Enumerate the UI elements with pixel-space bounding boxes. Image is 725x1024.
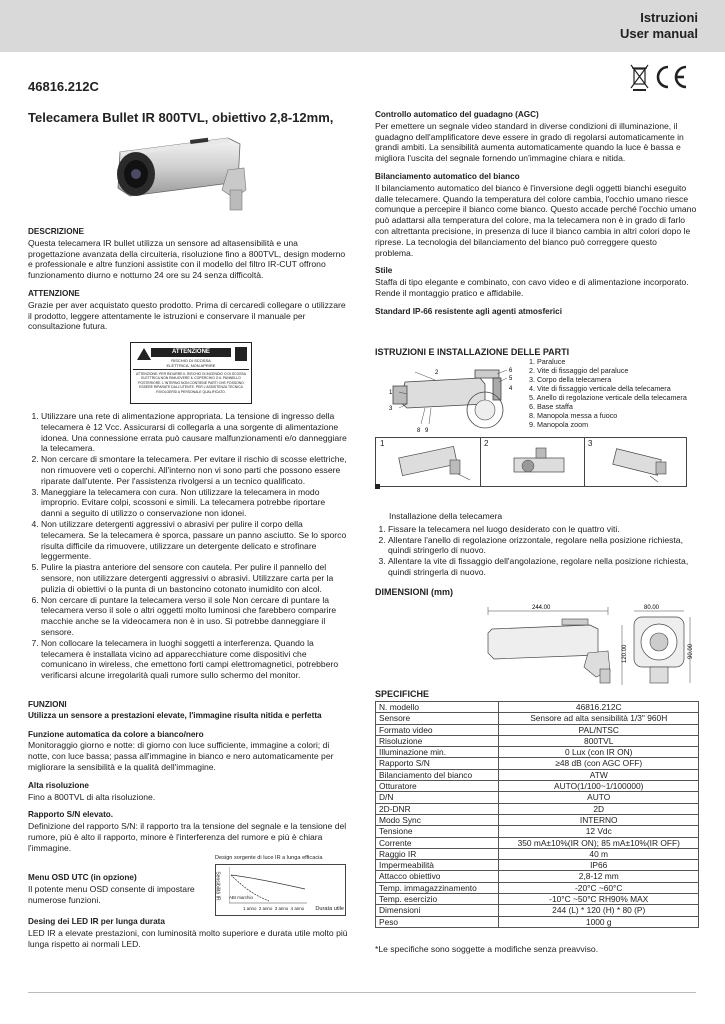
spec-row <box>376 826 699 837</box>
stile-text: Staffa di tipo elegante e combinato, con cavo video e di alimentazione incorporato. Rende il montaggio pratico e affidabile. <box>375 277 689 298</box>
safety-step: 5. Pulire la piastra anteriore del sensore con cautela. Per pulire il pannello del sensore, non utilizzare detergenti aggressivi o abrasivi. Utilizzare carta per la pulizia di obiettivi o la punta di un bastoncino cotonato inumidito con alcol. <box>41 562 348 594</box>
attenzione-heading: ATTENZIONE <box>28 288 80 298</box>
spec-row <box>376 860 699 871</box>
dimensions-drawing <box>480 603 695 688</box>
safety-step: 2. Non cercare di smontare la telecamera. Per evitare il rischio di scosse elettriche, non rimuovere veti o coperchi. All'interno non vi sono parti che possono essere riparate dall'utente. Per l'assistenza rivolgersi a un tecnico qualificato. <box>41 454 348 486</box>
spec-label: Attacco obiettivo <box>376 871 499 882</box>
osd-text: Il potente menu OSD consente di impostare numerose funzioni. <box>28 883 195 905</box>
spec-value: PAL/NTSC <box>499 724 699 735</box>
spec-row <box>376 792 699 803</box>
safety-step: 3. Maneggiare la telecamera con cura. Non utilizzare la telecamera in modo improprio. Evitare colpi, scossoni e simili. La telecamera potrebbe riportare danni a seguito di utilizzo o conservazione non idonei. <box>41 487 348 519</box>
spec-label: D/N <box>376 792 499 803</box>
sn-text: Definizione del rapporto S/N: il rapporto tra la tensione del segnale e la tensione del rumore, più è alto il rapporto, minore è l'interferenza del rumore e più è chiara l'immagine. <box>28 821 347 853</box>
diagram-number: 1 <box>389 390 393 396</box>
install-step: 1. Fissare la telecamera nel luogo desiderato con le quattro viti. <box>388 524 697 535</box>
spec-label: Temp. esercizio <box>376 894 499 905</box>
spec-value: ATW <box>499 769 699 780</box>
specs-table <box>375 701 699 928</box>
specs-heading: SPECIFICHE <box>375 689 430 699</box>
diagram-number: 5 <box>509 376 513 382</box>
spec-value: 46816.212C <box>499 702 699 713</box>
spec-label: Raggio IR <box>376 848 499 859</box>
mini-chart-xlabel: Durata utile <box>315 906 344 912</box>
spec-row <box>376 905 699 916</box>
spec-value: 0 Lux (con IR ON) <box>499 747 699 758</box>
install-panels <box>375 437 687 487</box>
dim-height: 120.00 <box>622 644 628 663</box>
spec-label: Risoluzione <box>376 735 499 746</box>
safety-steps <box>28 411 348 681</box>
dim-length: 244.00 <box>532 605 551 611</box>
spec-value: 244 (L) * 120 (H) * 80 (P) <box>499 905 699 916</box>
part-item: 3. Corpo della telecamera <box>529 375 612 384</box>
install-heading: ISTRUZIONI E INSTALLAZIONE DELLE PARTI <box>375 347 570 357</box>
diagram-number: 3 <box>389 406 393 412</box>
colore-heading: Funzione automatica da colore a bianco/nero <box>28 729 204 739</box>
spec-label: Dimensioni <box>376 905 499 916</box>
ip66-heading: Standard IP-66 resistente agli agenti atmosferici <box>375 306 563 316</box>
spec-label: Bilanciamento del bianco <box>376 769 499 780</box>
weee-bin-icon <box>631 65 648 90</box>
funzioni-heading: FUNZIONI <box>28 700 67 709</box>
led-text: LED IR a elevate prestazioni, con luminosità molto superiore e durata utile molto più lunga rispetto ai normali LED. <box>28 927 348 949</box>
spec-value: AUTO(1/100~1/100000) <box>499 781 699 792</box>
spec-row <box>376 916 699 927</box>
spec-value: ≥48 dB (con AGC OFF) <box>499 758 699 769</box>
ce-weee-marks <box>630 62 690 92</box>
header-band <box>0 0 725 52</box>
risoluzione-text: Fino a 800TVL di alta risoluzione. <box>28 791 156 802</box>
parts-list <box>529 357 699 429</box>
diagram-number: 8 <box>417 428 421 434</box>
spec-label: Illuminazione min. <box>376 747 499 758</box>
diagram-number: 4 <box>509 386 513 392</box>
spec-label: 2D-DNR <box>376 803 499 814</box>
spec-row <box>376 769 699 780</box>
spec-value: 800TVL <box>499 735 699 746</box>
diagram-number: 9 <box>425 428 429 434</box>
part-item: 4. Vite di fissaggio verticale della telecamera <box>529 384 671 393</box>
spec-value: -10°C ~50°C RH90% MAX <box>499 894 699 905</box>
spec-value: -20°C ~60°C <box>499 882 699 893</box>
diagram-number: 2 <box>435 370 439 376</box>
descrizione-text: Questa telecamera IR bullet utilizza un sensore ad altasensibilità e una progettazione avanzata della circuiteria, risoluzione fino a 800TVL, design moderno e professionale e altre funzioni assistite con il modello del filtro IR-CUT offrono funzionamento diurno e notturno 24 ore su 24 senza difficoltà. <box>28 237 346 281</box>
spec-row <box>376 724 699 735</box>
product-title: Telecamera Bullet IR 800TVL, obiettivo 2,8-12mm, <box>28 110 334 125</box>
panel-marker <box>375 484 380 489</box>
bottom-rule <box>28 992 696 993</box>
osd-heading: Menu OSD UTC (in opzione) <box>28 873 137 882</box>
mini-chart-tick: 2 anno <box>258 906 273 911</box>
spec-row <box>376 803 699 814</box>
spec-value: AUTO <box>499 792 699 803</box>
mini-chart-tick: 1 anno <box>243 906 257 911</box>
panel-number: 1 <box>380 439 385 448</box>
mini-chart-title: Design sorgente di luce IR a lunga efficacia <box>215 855 323 861</box>
panel-number: 2 <box>484 439 489 448</box>
spec-row <box>376 735 699 746</box>
mini-chart-ylabel: Sensibilità IR <box>214 871 221 901</box>
agc-text: Per emettere un segnale video standard in diverse condizioni di illuminazione, il guadagno dell'amplificatore deve essere in grado di regolarsi automaticamente in grandi ambiti. La sensibilità aumenta automaticamente quando la luce è bassa e migliora l'uscita del segnale fornendo un'immagine chiara e nitida. <box>375 120 684 164</box>
spec-row <box>376 758 699 769</box>
spec-value: 1000 g <box>499 916 699 927</box>
product-code: 46816.212C <box>28 79 99 94</box>
spec-row <box>376 747 699 758</box>
warning-line1: RISCHIO DI SCOSSA <box>171 358 211 363</box>
spec-label: Tensione <box>376 826 499 837</box>
part-item: 8. Manopola messa a fuoco <box>529 411 618 420</box>
spec-row <box>376 882 699 893</box>
agc-heading: Controllo automatico del guadagno (AGC) <box>375 110 539 119</box>
awb-heading: Bilanciamento automatico del bianco <box>375 171 520 181</box>
spec-label: Sensore <box>376 713 499 724</box>
spec-row <box>376 837 699 848</box>
spec-label: Corrente <box>376 837 499 848</box>
spec-label: Otturatore <box>376 781 499 792</box>
camera-photo <box>110 130 250 215</box>
awb-text: Il bilanciamento automatico del bianco è l'inversione degli oggetti bianchi eseguito dalle telecamere. Quando la temperatura del colore cambia, l'occhio umano riesce comunque a percepire il bianco come bianco. Questo accade perché l'occhio umano può adattarsi alla temperatura del colore, ma la telecamera non è in grado di farlo con altrettanta precisione, in presenza di luce il bianco cambia in altri colori dopo le riprese. La tecnologia del bilanciamento del bianco può correggere questo problema. <box>375 182 697 258</box>
warning-label <box>130 342 252 404</box>
mini-chart-ticks <box>243 906 304 911</box>
warning-body: ATTENZIONE: PER RIDURRE IL RISCHIO DI INCENDIO O DI SCOSSA ELETTRICA NON RIMUOVERE IL COPERCHIO O IL PANNELLO POSTERIORE. L'INTERNO NON CONTIENE PARTI CHE POSSONO ESSERE RIPARATE DALL'UTENTE. PER L'ASSISTENZA TECNICA RIVOLGERSI A PERSONALE QUALIFICATO. <box>135 372 247 394</box>
part-item: 6. Base staffa <box>529 402 573 411</box>
spec-row <box>376 871 699 882</box>
footnote: *Le specifiche sono soggette a modifiche senza preavviso. <box>375 944 599 954</box>
panel-3-drawing <box>598 444 682 484</box>
part-item: 9. Manopola zoom <box>529 420 589 429</box>
spec-value: 350 mA±10%(IR ON); 85 mA±10%(IR OFF) <box>499 837 699 848</box>
safety-step: 7. Non collocare la telecamera in luoghi soggetti a interferenza. Quando la telecamera è installata vicino ad apparecchiature come dispositivi che comunicano in wireless, che emettono forti campi elettromagnetici, potrebbero verificarsi alcune irregolarità quali rumore sullo schermo del monitor. <box>41 638 348 681</box>
spec-row <box>376 894 699 905</box>
ce-mark-icon <box>658 67 686 87</box>
sn-heading: Rapporto S/N elevato. <box>28 810 114 820</box>
spec-label: Temp. immagazzinamento <box>376 882 499 893</box>
ir-efficacy-mini-chart <box>215 855 350 917</box>
risoluzione-heading: Alta risoluzione <box>28 780 89 790</box>
spec-row <box>376 713 699 724</box>
mini-chart-series-label: ABI marchio <box>229 895 253 900</box>
spec-value: 2D <box>499 803 699 814</box>
diagram-number: 6 <box>509 368 513 374</box>
header-title-it: Istruzioni <box>640 10 698 25</box>
spec-label: Peso <box>376 916 499 927</box>
spec-value: IP66 <box>499 860 699 871</box>
funzioni-sub: Utilizza un sensore a prestazioni elevate, l'immagine risulta nitida e perfetta <box>28 710 322 720</box>
spec-row <box>376 781 699 792</box>
spec-value: 2,8-12 mm <box>499 871 699 882</box>
safety-step: 1. Utilizzare una rete di alimentazione appropriata. La tensione di ingresso della telecamera è 12 Vcc. Assicurarsi di collegarla a una sorgente di alimentazione idonea. Una connessione errata può causare malfunzionamenti e/o danneggiare la telecamera. <box>41 411 348 454</box>
spec-value: 12 Vdc <box>499 826 699 837</box>
spec-row <box>376 848 699 859</box>
spec-row <box>376 702 699 713</box>
descrizione-heading: DESCRIZIONE <box>28 227 84 236</box>
led-heading: Desing dei LED IR per lunga durata <box>28 917 165 926</box>
part-item: 5. Anello di regolazione verticale della telecamera <box>529 393 687 402</box>
part-item: 2. Vite di fissaggio del paraluce <box>529 366 629 375</box>
lightning-icon <box>235 347 247 361</box>
install-steps <box>375 524 697 578</box>
install-step: 2. Allentare l'anello di regolazione orizzontale, regolare nella posizione richiesta, quindi stringerlo di nuovo. <box>388 535 697 557</box>
spec-label: Rapporto S/N <box>376 758 499 769</box>
safety-step: 6. Non cercare di puntare la telecamera verso il sole Non cercare di puntare la telecamera verso il sole o altri oggetti molto luminosi che farebbero comparire macchie anche se la videocamera non è in uso. Si potrebbe danneggiare il sensore. <box>41 595 348 638</box>
panel-2-drawing <box>494 444 578 484</box>
safety-step: 4. Non utilizzare detergenti aggressivi o abrasivi per pulire il corpo della telecamera. Se la telecamera è sporca, passare un panno asciutto. Se lo sporco risulta difficile da rimuovere, utilizzare un detergente delicato e strofinare leggermente. <box>41 519 348 562</box>
mini-chart-curves <box>229 867 309 907</box>
spec-value: Sensore ad alta sensibilità 1/3" 960H <box>499 713 699 724</box>
install-intro: Installazione della telecamera <box>389 511 503 521</box>
attenzione-text: Grazie per aver acquistato questo prodotto. Prima di cercaredi collegare o utilizzare il prodotto, leggere attentamente le istruzioni e conservare il manuale per consultazione futura. <box>28 299 346 332</box>
warning-line2: ELETTRICA, NON APRIRE <box>166 363 216 368</box>
spec-label: Impermeabilità <box>376 860 499 871</box>
warning-triangle-icon <box>137 348 151 360</box>
panel-1-drawing <box>390 444 474 484</box>
panel-number: 3 <box>588 439 593 448</box>
warning-badge: ATTENZIONE <box>151 348 231 357</box>
spec-value: 40 m <box>499 848 699 859</box>
mini-chart-tick: 4 anno <box>290 906 305 911</box>
dim-width: 80.00 <box>644 605 660 611</box>
dim-face: 90.00 <box>688 643 694 659</box>
stile-heading: Stile <box>375 266 393 276</box>
spec-label: Formato video <box>376 724 499 735</box>
parts-diagram <box>385 364 525 436</box>
install-step: 3. Allentare la vite di fissaggio dell'angolazione, regolare nella posizione richiesta, quindi stringerla di nuovo. <box>388 556 697 578</box>
spec-value: INTERNO <box>499 814 699 825</box>
mini-chart-tick: 3 anno <box>274 906 289 911</box>
spec-label: N. modello <box>376 702 499 713</box>
spec-label: Modo Sync <box>376 814 499 825</box>
dimensions-heading: DIMENSIONI (mm) <box>375 587 454 597</box>
part-item: 1. Paraluce <box>529 357 566 366</box>
header-title-en: User manual <box>619 26 698 41</box>
spec-row <box>376 814 699 825</box>
colore-text: Monitoraggio giorno e notte: di giorno con luce sufficiente, immagine a colori; di notte, con luce bassa; passa all'immagine in bianco e nero automaticamente per migliorare la sensibilità e la qualità dell'immagine. <box>28 740 334 772</box>
